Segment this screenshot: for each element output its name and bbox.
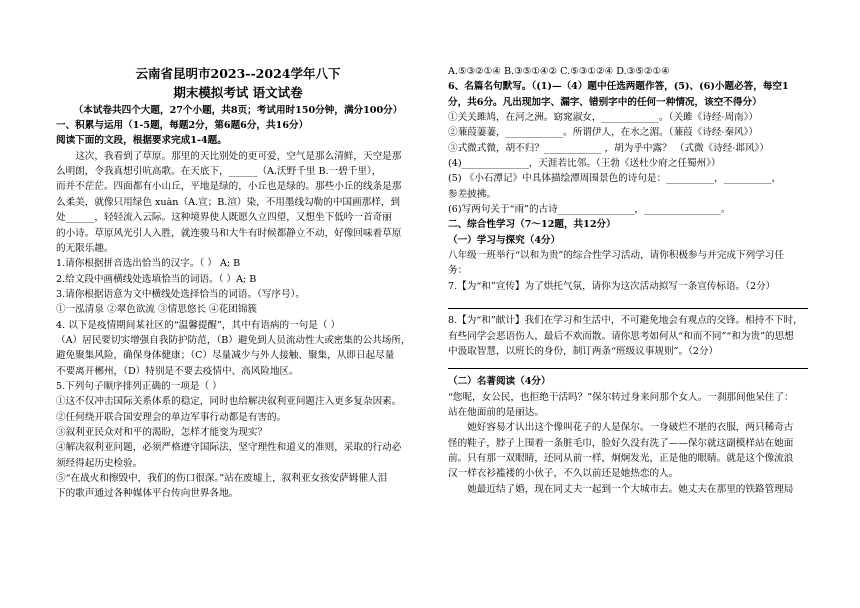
line: 3.请你根据语意为文中横线处选择恰当的词语。（写序号）。 <box>56 288 305 300</box>
line: 汉一样衣衫褴褛的小伙子，不久以前还是她热恋的人。 <box>448 468 679 480</box>
line: “您呢，女公民，也拒绝干活吗？”保尔转过身来问那个女人。一刹那间他呆住了： <box>448 391 794 403</box>
line: ①一泓清泉 ②翠色欲流 ③情思悠长 ④花团锦簇 <box>56 304 258 316</box>
left-column <box>56 64 420 502</box>
line: (5) 《小石潭记》中具体描绘潭周围景色的诗句是：__________，__________， <box>448 173 782 185</box>
line: 怪的鞋子，脖子上围着一条脏毛巾，脸好久没有洗了——保尔就这副模样站在她面 <box>448 437 794 449</box>
answer-line <box>448 298 808 309</box>
line: 中汲取智慧，以班长的身份，制订两条“班级议事规则”。（2分） <box>448 345 719 357</box>
line: 下的歌声通过各种媒体平台传向世界各地。 <box>56 488 239 500</box>
line: 7.【为“和”宣传】为了烘托气氛，请你为这次活动拟写一条宣传标语。（2分） <box>448 280 776 292</box>
line: 有些同学会恶语伤人，最后不欢而散。请你思考如何从“和而不同”“和为贵”的思想 <box>448 330 794 342</box>
line: ③叙利亚民众对和平的渴盼，怎样才能变为现实？ <box>56 426 268 438</box>
line: （本试卷共四个大题，27个小题，共8页；考试用时150分钟，满分100分） <box>73 104 403 116</box>
line: 4. 以下是疫情期间某社区的“温馨提醒”，其中有语病的一句是（ ） <box>56 319 341 331</box>
line: （一）学习与探究（4分） <box>448 234 561 246</box>
line: 的无限乐趣。 <box>56 242 114 254</box>
line: （A）居民要切实增强自我防护防范，（B）避免到人员流动性大或密集的公共场所， <box>56 334 411 346</box>
line: 期末模拟考试 语文试卷 <box>173 85 303 101</box>
line: (4)______________，天涯若比邻。（王勃《送杜少府之任蜀州》） <box>448 158 721 170</box>
line: ①关关雎鸠，在河之洲。窈窕淑女，____________。（关雎《诗经·周南》） <box>448 112 759 124</box>
line: ②蒹葭萋萋，____________。所谓伊人，在水之湄。（蒹葭《诗经·秦风》） <box>448 127 759 139</box>
line: 2.给文段中画横线处选填恰当的词语。（ ）A; B <box>56 273 257 285</box>
line: 5.下列句子顺序排列正确的一项是（ ） <box>56 380 222 392</box>
line: 么明朗，令我真想引吭高歌。在天底下，______（A.沃野千里 B.一碧千里）， <box>56 166 382 178</box>
line: ⑤“在战火和擦毁中，我们的伤口很深。”站在废墟上，叙利亚女孩安萨姆催人泪 <box>56 473 388 484</box>
line: 云南省昆明市2023--2024学年八下 <box>135 66 341 81</box>
line: 前。只有那一双眼睛，还同从前一样，炯炯发光，正是他的眼睛。就是这个像流浪 <box>448 452 794 464</box>
line: 阅读下面的文段，根据要求完成1-4题。 <box>56 135 227 147</box>
line: (6)写两句关于“雨”的古诗________________，________________。 <box>448 204 731 216</box>
line: 站在他面前的是丽达。 <box>448 406 544 418</box>
line: 八年级一班举行“以和为贵”的综合性学习活动，请你积极参与并完成下列学习任 <box>448 250 784 262</box>
line: 参差披拂。 <box>448 188 496 200</box>
line: 而并不茫茫。四面都有小山丘，平地是绿的，小丘也是绿的。那些小丘的线条是那 <box>56 181 402 193</box>
line: 处______，轻轻流入云际。这种境界使人既愿久立四望，又想坐下低吟一首奇丽 <box>56 212 392 224</box>
answer-line <box>448 362 808 369</box>
line: 她最近结了婚，现在同丈夫一起到一个大城市去。她丈夫在那里的铁路管理局 <box>467 483 794 495</box>
line: ④解决叙利亚问题，必须严格遵守国际法，坚守理性和道义的准则，采取的行动必 <box>56 442 402 454</box>
line: （二）名著阅读（4分） <box>448 376 551 388</box>
right-column <box>448 64 808 497</box>
line: 她好容易才认出这个像叫花子的人是保尔。一身破烂不堪的衣服，两只稀奇古 <box>467 422 794 434</box>
line: 一、积累与运用（1-5题，每题2分，第6题6分，共16分） <box>56 120 309 132</box>
line: 二、综合性学习（7～12题，共12分） <box>448 219 616 231</box>
line: A.⑤③②①④ B.③⑤①④② C.⑤③①②④ D.③⑤②①④ <box>448 66 670 77</box>
line: 务： <box>448 265 468 277</box>
line: 6、名篇名句默写。（(1)—（4）题中任选两题作答，(5)、(6)小题必答，每空1 <box>448 81 789 93</box>
line: 须经得起历史检验。 <box>56 457 143 469</box>
line: 分，共6分。凡出现加字、漏字、错别字中的任何一种情况，该空不得分） <box>448 96 762 108</box>
line: 这次，我看到了草原。那里的天比别处的更可爱，空气是那么清鲜，天空是那 <box>75 150 402 162</box>
line: 的小诗。草原风光引人入胜，就连骏马和大牛有时候都静立不动，好像回味着草原 <box>56 227 402 239</box>
line: ①这不仅冲击国际关系体系的稳定，同时也给解决叙利亚问题注入更多复杂因素。 <box>56 396 402 408</box>
line: 8.【为“和”献计】我们在学习和生活中，不可避免地会有观点的交锋。相持不下时， <box>448 315 803 327</box>
line: 么柔美，就像只用绿色 xuàn（A.宣；B.渲）染，不用墨线勾勒的中国画那样，到 <box>56 196 401 208</box>
line: 避免聚集风险，确保身体健康；（C）尽量减少与外人接触、聚集，从即日起尽量 <box>56 350 395 362</box>
line: ②任何绕开联合国安理会的单边军事行动都是有害的。 <box>56 411 287 423</box>
line: 不要离开郴州，（D）特别是不要去疫情中、高风险地区。 <box>56 365 299 377</box>
line: 1.请你根据拼音选出恰当的汉字。（ ） A; B <box>56 258 241 270</box>
line: ③式微式微，胡不归？____________ ，胡为乎中露？ （式微《诗经·邶风》） <box>448 142 769 154</box>
